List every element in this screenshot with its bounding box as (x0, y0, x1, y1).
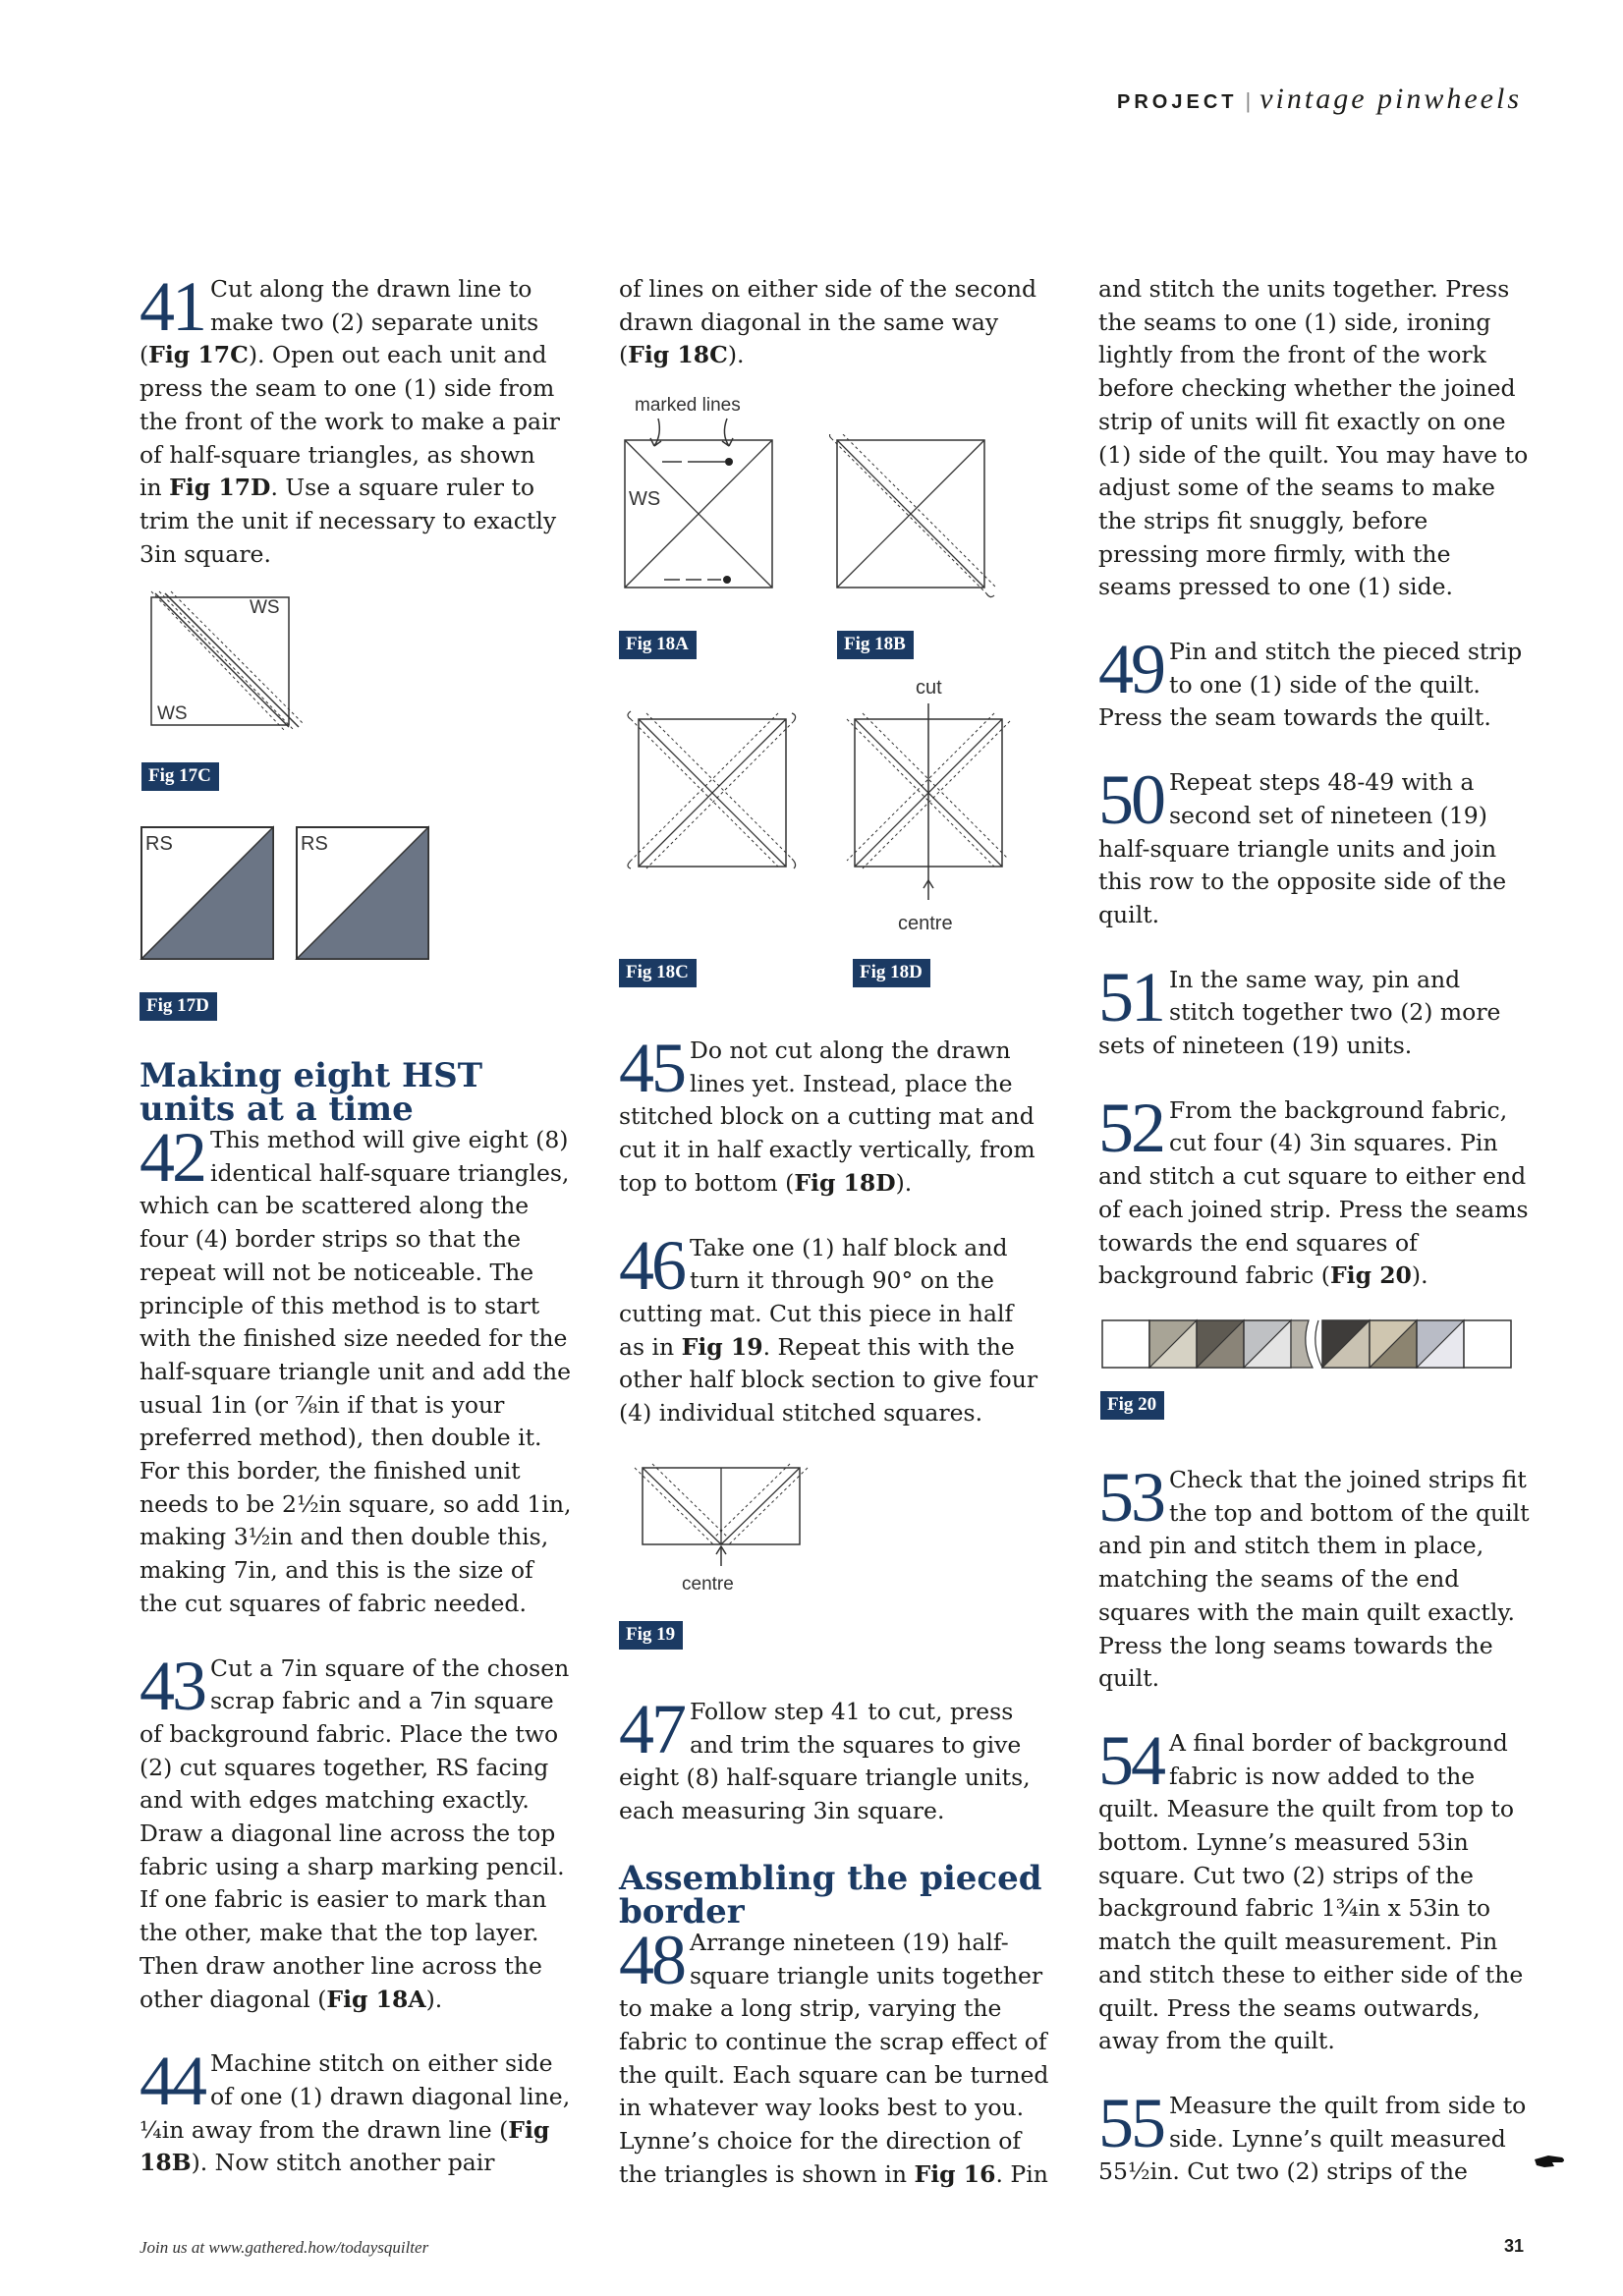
step-51 (1098, 957, 1531, 1063)
step-text: From the background fabric, cut four (4) 3in squares. Pin and stitch a cut square to either end of each joined strip. Press the seams towards the end squares of background fabric ( (1098, 1095, 1529, 1290)
step-number: 42 (140, 1118, 204, 1197)
step-44-end: of lines on either side of the second drawn diagonal in the same way (Fig 18C). (619, 275, 1037, 369)
step-number: 49 (1098, 630, 1163, 709)
step-44 (140, 2042, 572, 2180)
ws-label: WS (629, 488, 661, 510)
section-label: PROJECT (1117, 91, 1238, 113)
step-45 (619, 1029, 1043, 1201)
fig-ref: Fig 18A (326, 1985, 426, 2013)
step-text: ). (727, 341, 745, 369)
running-header (1117, 83, 1522, 116)
step-42 (140, 1118, 572, 1621)
step-number: 51 (1098, 957, 1163, 1036)
column-3-lower (1098, 1458, 1531, 2189)
fig-19-label: Fig 19 (619, 1621, 683, 1650)
fig-18c-label: Fig 18C (619, 959, 697, 987)
column-2-top (619, 273, 1043, 372)
rs-label: RS (145, 833, 173, 855)
fig-ref: Fig 17C (148, 341, 249, 369)
project-title: vintage pinwheels (1259, 83, 1522, 115)
column-2-lower (619, 1690, 1051, 2191)
fig-ref: Fig 16 (914, 2159, 996, 2188)
page-number: 31 (1503, 2236, 1524, 2256)
step-text: ). Open out each unit and press the seam to one (1) side from the front of the work to make a pair of half-square triangles, as shown in (140, 341, 560, 502)
step-text: Machine stitch on either side of one (1) drawn diagonal line, ¼in away from the drawn line ( (140, 2049, 571, 2144)
step-53 (1098, 1458, 1531, 1696)
step-text: Do not cut along the drawn lines yet. Instead, place the stitched block on a cutting mat and cut it in half exactly vertically, from top to bottom ( (619, 1036, 1035, 1197)
fig-18b-diagram (829, 434, 1006, 611)
step-number: 47 (619, 1690, 684, 1768)
fig-18c-diagram (623, 700, 800, 896)
step-43 (140, 1646, 572, 2017)
marked-lines-label: marked lines (635, 395, 741, 416)
step-text: Cut along the drawn line to make two (2) separate units ( (140, 275, 539, 369)
step-54 (1098, 1720, 1531, 2058)
fig-ref: Fig 18C (628, 341, 728, 369)
step-number: 41 (140, 267, 204, 346)
step-44-continued: ). Now stitch another pair (191, 2149, 495, 2177)
fig-17d-diagram (140, 825, 434, 963)
fig-18b-label: Fig 18B (837, 631, 914, 659)
step-text: Cut a 7in square of the chosen scrap fabric and a 7in square of background fabric. Place the two (2) cut squares together, RS facing and with edges matching exactly. Draw a diagonal line across the top fabric using a sharp marking pencil. If one fabric is easier to mark than the other, make that the top layer. Then draw another line across the other diagonal ( (140, 1653, 570, 2013)
fig-ref: Fig 18B (140, 2115, 550, 2177)
fig-17d-label: Fig 17D (140, 992, 217, 1021)
centre-label: centre (898, 913, 953, 934)
rs-label: RS (301, 833, 328, 855)
column-2-mid (619, 1029, 1043, 1430)
step-number: 45 (619, 1029, 684, 1107)
continue-hand-icon (1533, 2152, 1566, 2171)
fig-ref: Fig 17D (169, 474, 271, 502)
step-number: 50 (1098, 760, 1163, 840)
ws-label: WS (157, 703, 188, 724)
step-number: 55 (1098, 2083, 1163, 2162)
step-48-text-end: . Pin (995, 2159, 1048, 2188)
fig-ref: Fig 20 (1329, 1261, 1412, 1290)
section-heading-border: Assembling the pieced border (619, 1858, 1042, 1932)
step-49 (1098, 630, 1531, 735)
step-41 (140, 267, 564, 571)
footer-url: Join us at www.gathered.how/todaysquilter (140, 2238, 429, 2257)
fig-17c-label: Fig 17C (141, 762, 219, 791)
step-48-text: Arrange nineteen (19) half-square triangle units together to make a long strip, varying the fabric to continue the scrap effect of the quilt. Each square can be turned in whatever way looks best to you. Lynne’s choice for the direction of the triangles is shown in (619, 1928, 1049, 2188)
step-text: In the same way, pin and stitch together two (2) more sets of nineteen (19) units. (1098, 965, 1501, 1060)
step-text: Measure the quilt from side to side. Lynne’s quilt measured 55½in. Cut two (2) strips of the (1098, 2091, 1527, 2186)
step-text: Follow step 41 to cut, press and trim the squares to give eight (8) half-square triangle units, each measuring 3in square. (619, 1698, 1031, 1825)
fig-18a-diagram (619, 389, 786, 605)
step-48-continued: and stitch the units together. Press the seams to one (1) side, ironing lightly from the front of the work before checking whether the joined strip of units will fit exactly on one (1) side of the quilt. You may have to adjust some of the seams to make the strips fit snuggly, before pressing more firmly, with the seams pressed to one (1) side. (1098, 275, 1529, 601)
step-48 (619, 1920, 1051, 2192)
fig-20-diagram (1100, 1315, 1521, 1379)
fig-18d-label: Fig 18D (853, 959, 930, 987)
step-text: . Repeat this with the other half block section to give four (4) individual stitched squares. (619, 1332, 1038, 1428)
header-separator: | (1245, 88, 1253, 113)
step-text: This method will give eight (8) identical half-square triangles, which can be scattered along the four (4) border strips so that the repeat will not be noticeable. The principle of this method is to start with the finished size needed for the half-square triangle unit and add the usual 1in (or ⅞in if that is your preferred method), then double it. For this border, the finished unit needs to be 2½in square, so add 1in, making 3½in and then double this, making 7in, and this is the size of the cut squares of fabric needed. (140, 1126, 572, 1617)
fig-18d-diagram (841, 674, 1037, 939)
step-text: ). (895, 1168, 913, 1197)
step-text: ). (425, 1985, 443, 2013)
section-heading-hst: Making eight HST units at a time (140, 1056, 483, 1129)
fig-19-diagram (629, 1456, 815, 1594)
ws-label: WS (250, 597, 280, 618)
step-46 (619, 1225, 1043, 1430)
cut-label: cut (916, 677, 942, 699)
step-50 (1098, 760, 1531, 932)
fig-ref: Fig 19 (681, 1332, 763, 1361)
step-text: Take one (1) half block and turn it through 90° on the cutting mat. Cut this piece in half as in (619, 1233, 1014, 1361)
step-text: A final border of background fabric is now added to the quilt. Measure the quilt from top to bottom. Lynne’s measured 53in square. Cut two (2) strips of the background fabric 1¾in x 53in to match the quilt measurement. Pin and stitch these to either side of the quilt. Press the seams outwards, away from the quilt. (1098, 1728, 1524, 2055)
fig-17c-diagram (141, 588, 308, 735)
centre-label: centre (682, 1574, 734, 1594)
step-text: Repeat steps 48-49 with a second set of nineteen (19) half-square triangle units and join this row to the opposite side of the quilt. (1098, 768, 1507, 928)
step-number: 46 (619, 1225, 684, 1305)
step-number: 44 (140, 2042, 204, 2121)
step-52 (1098, 1088, 1531, 1293)
step-number: 53 (1098, 1458, 1163, 1537)
step-number: 52 (1098, 1088, 1163, 1167)
fig-18a-label: Fig 18A (619, 631, 697, 659)
fig-20-label: Fig 20 (1100, 1391, 1164, 1420)
column-1-lower (140, 1056, 572, 2180)
column-3 (1098, 273, 1531, 1293)
step-text: ). (1411, 1261, 1428, 1290)
column-1 (140, 267, 564, 571)
step-number: 54 (1098, 1720, 1163, 1800)
fig-ref: Fig 18D (794, 1168, 896, 1197)
step-text: . Use a square ruler to trim the unit if necessary to exactly 3in square. (140, 474, 557, 568)
step-number: 48 (619, 1920, 684, 1999)
step-47 (619, 1690, 1051, 1828)
step-number: 43 (140, 1646, 204, 1725)
step-text: Check that the joined strips fit the top and bottom of the quilt and pin and stitch them in place, matching the seams of the end squares with the main quilt exactly. Press the long seams towards the quilt. (1098, 1466, 1530, 1693)
step-text: Pin and stitch the pieced strip to one (1) side of the quilt. Press the seam towards the quilt. (1098, 638, 1523, 732)
step-55 (1098, 2083, 1531, 2189)
